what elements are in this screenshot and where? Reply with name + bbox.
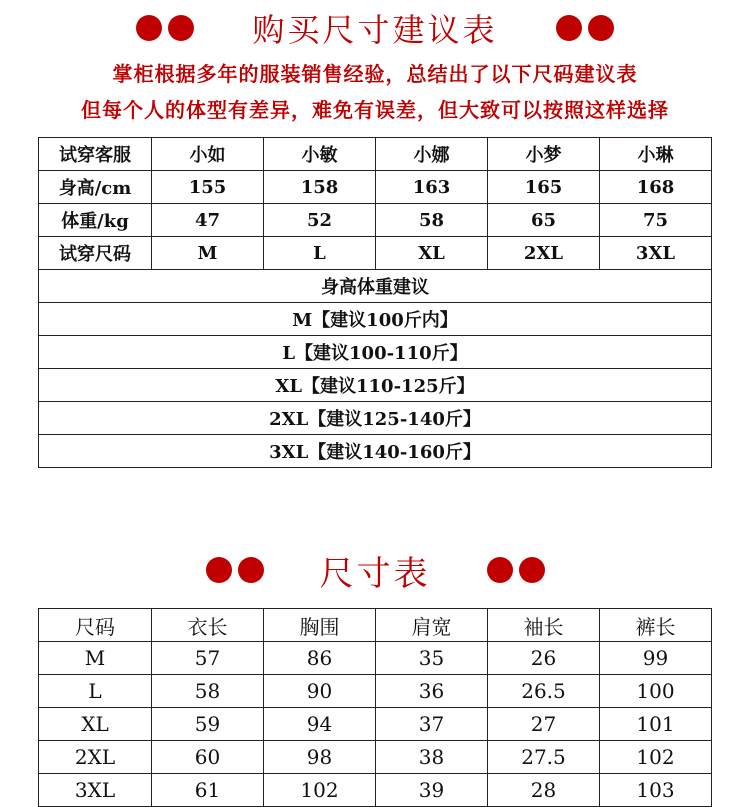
decorative-dots-right — [556, 15, 614, 41]
table-cell: 27 — [488, 708, 600, 741]
table-cell: 28 — [488, 774, 600, 807]
advice-cell: L【建议100-110斤】 — [39, 336, 712, 369]
table-cell: 100 — [600, 675, 712, 708]
header-cell: 小梦 — [488, 138, 600, 171]
table-cell: 26.5 — [488, 675, 600, 708]
row-label-cell: 体重/kg — [39, 204, 152, 237]
red-dot-icon — [168, 15, 194, 41]
table-cell: 75 — [600, 204, 712, 237]
header-cell: 肩宽 — [376, 609, 488, 642]
header-cell: 小琳 — [600, 138, 712, 171]
table-cell: 3XL — [600, 237, 712, 270]
red-dot-icon — [487, 557, 513, 583]
row-label-cell: 试穿尺码 — [39, 237, 152, 270]
row-label-cell: 身高/cm — [39, 171, 152, 204]
advice-title-row — [39, 270, 712, 303]
size-chart-table — [38, 608, 712, 807]
red-dot-icon — [206, 557, 232, 583]
table-cell: 27.5 — [488, 741, 600, 774]
table-row — [39, 774, 712, 807]
red-dot-icon — [136, 15, 162, 41]
table-row — [39, 675, 712, 708]
fit-suggestion-table — [38, 137, 712, 468]
advice-row — [39, 336, 712, 369]
table-row — [39, 741, 712, 774]
table-cell: 38 — [376, 741, 488, 774]
table-cell: 58 — [152, 675, 264, 708]
table-row — [39, 708, 712, 741]
header-cell: 小敏 — [264, 138, 376, 171]
subtitle-line-1: 掌柜根据多年的服装销售经验，总结出了以下尺码建议表 — [112, 62, 638, 86]
size-cell: XL — [39, 708, 152, 741]
table-cell: 65 — [488, 204, 600, 237]
decorative-dots-left — [206, 557, 264, 583]
advice-cell: 3XL【建议140-160斤】 — [39, 435, 712, 468]
table-cell: XL — [376, 237, 488, 270]
advice-title: 身高体重建议 — [39, 270, 712, 303]
header-cell: 试穿客服 — [39, 138, 152, 171]
header-cell: 胸围 — [264, 609, 376, 642]
table-cell: 86 — [264, 642, 376, 675]
table-cell: L — [264, 237, 376, 270]
table-cell: 165 — [488, 171, 600, 204]
table-cell: 94 — [264, 708, 376, 741]
header-cell: 小娜 — [376, 138, 488, 171]
header-cell: 小如 — [152, 138, 264, 171]
section1-title-row — [0, 10, 750, 49]
header-cell: 尺码 — [39, 609, 152, 642]
table-cell: 155 — [152, 171, 264, 204]
subtitle-line-2: 但每个人的体型有差异，难免有误差，但大致可以按照这样选择 — [81, 98, 669, 122]
advice-cell: M【建议100斤内】 — [39, 303, 712, 336]
table-cell: 102 — [264, 774, 376, 807]
table-cell: 37 — [376, 708, 488, 741]
table-cell: 102 — [600, 741, 712, 774]
size-cell: M — [39, 642, 152, 675]
table-cell: 99 — [600, 642, 712, 675]
size-cell: L — [39, 675, 152, 708]
section2-title-row — [0, 550, 750, 594]
advice-row — [39, 402, 712, 435]
table-cell: 57 — [152, 642, 264, 675]
header-cell: 裤长 — [600, 609, 712, 642]
table-cell: 158 — [264, 171, 376, 204]
table-row — [39, 642, 712, 675]
red-dot-icon — [588, 15, 614, 41]
section1-title: 购买尺寸建议表 — [252, 11, 498, 49]
table-cell: 103 — [600, 774, 712, 807]
advice-cell: 2XL【建议125-140斤】 — [39, 402, 712, 435]
advice-cell: XL【建议110-125斤】 — [39, 369, 712, 402]
table-cell: 59 — [152, 708, 264, 741]
table-cell: 168 — [600, 171, 712, 204]
table-cell: 163 — [376, 171, 488, 204]
table-cell: 26 — [488, 642, 600, 675]
advice-row — [39, 435, 712, 468]
table-cell: 52 — [264, 204, 376, 237]
table-cell: 58 — [376, 204, 488, 237]
table-cell: 90 — [264, 675, 376, 708]
header-cell: 衣长 — [152, 609, 264, 642]
decorative-dots-left — [136, 15, 194, 41]
table-row — [39, 204, 712, 237]
section2-title: 尺寸表 — [319, 553, 431, 594]
red-dot-icon — [238, 557, 264, 583]
red-dot-icon — [519, 557, 545, 583]
table-row — [39, 237, 712, 270]
table-cell: 60 — [152, 741, 264, 774]
red-dot-icon — [556, 15, 582, 41]
table-cell: 2XL — [488, 237, 600, 270]
table-cell: 47 — [152, 204, 264, 237]
header-cell: 袖长 — [488, 609, 600, 642]
table-row — [39, 171, 712, 204]
table-header-row — [39, 609, 712, 642]
table-cell: 98 — [264, 741, 376, 774]
decorative-dots-right — [487, 557, 545, 583]
table-cell: 36 — [376, 675, 488, 708]
size-cell: 3XL — [39, 774, 152, 807]
table-header-row — [39, 138, 712, 171]
table-cell: 101 — [600, 708, 712, 741]
advice-row — [39, 369, 712, 402]
table-cell: M — [152, 237, 264, 270]
table-cell: 35 — [376, 642, 488, 675]
size-cell: 2XL — [39, 741, 152, 774]
advice-row — [39, 303, 712, 336]
table-cell: 61 — [152, 774, 264, 807]
table-cell: 39 — [376, 774, 488, 807]
